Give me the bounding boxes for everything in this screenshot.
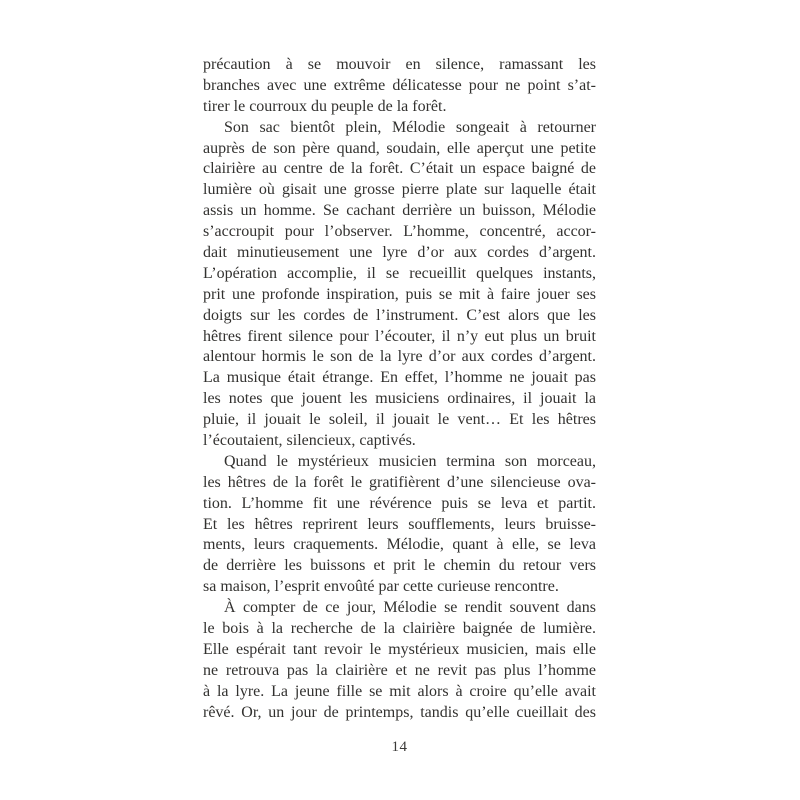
text-line: précaution à se mouvoir en silence, ramassant les	[203, 56, 596, 73]
text-line: le bois à la recherche de la clairière baignée de lumière.	[203, 620, 596, 638]
text-line: à la lyre. La jeune fille se mit alors à croire qu’elle avait	[203, 682, 596, 700]
text-line: Son sac bientôt plein, Mélodie songeait à retourner	[224, 118, 596, 136]
page-number: 14	[391, 739, 408, 755]
text-line: tion. L’homme fit une révérence puis se leva et partit.	[203, 494, 596, 512]
text-line: À compter de ce jour, Mélodie se rendit souvent dans	[224, 599, 596, 617]
text-line: sa maison, l’esprit envoûté par cette curieuse rencontre.	[203, 578, 559, 596]
text-line: clairière au centre de la forêt. C’était un espace baigné de	[203, 160, 596, 178]
text-line: assis un homme. Se cachant derrière un buisson, Mélodie	[203, 202, 596, 220]
text-line: auprès de son père quand, soudain, elle aperçut une petite	[203, 139, 596, 157]
text-line: s’accroupit pour l’observer. L’homme, concentré, accor-	[203, 223, 596, 241]
text-line: Et les hêtres reprirent leurs soufflements, leurs bruisse-	[203, 515, 596, 533]
text-line: les notes que jouent les musiciens ordinaires, il jouait la	[203, 390, 596, 408]
text-line: Elle espérait tant revoir le mystérieux musicien, mais elle	[203, 640, 596, 658]
text-line: ne retrouva pas la clairière et ne revit pas plus l’homme	[203, 661, 596, 679]
text-line: lumière où gisait une grosse pierre plate sur laquelle était	[203, 181, 596, 199]
text-line: Quand le mystérieux musicien termina son morceau,	[224, 452, 596, 470]
text-line: L’opération accomplie, il se recueillit quelques instants,	[203, 264, 596, 282]
text-line: ments, leurs craquements. Mélodie, quant à elle, se leva	[203, 536, 596, 554]
text-line: de derrière les buissons et prit le chemin du retour vers	[203, 557, 596, 575]
text-line: les hêtres de la forêt le gratifièrent d’une silencieuse ova-	[203, 473, 596, 491]
text-line: tirer le courroux du peuple de la forêt.	[203, 97, 447, 115]
text-line: alentour hormis le son de la lyre d’or aux cordes d’argent.	[203, 348, 596, 366]
body-text	[203, 55, 596, 724]
text-line: La musique était étrange. En effet, l’homme ne jouait pas	[203, 369, 596, 387]
text-line: doigts sur les cordes de l’instrument. C’est alors que les	[203, 306, 596, 324]
text-line: rêvé. Or, un jour de printemps, tandis qu’elle cueillait des	[203, 703, 596, 721]
text-line: pluie, il jouait le soleil, il jouait le vent… Et les hêtres	[203, 411, 596, 429]
text-line: dait minutieusement une lyre d’or aux cordes d’argent.	[203, 244, 596, 262]
text-line: prit une profonde inspiration, puis se mit à faire jouer ses	[203, 285, 596, 303]
text-line: hêtres firent silence pour l’écouter, il n’y eut plus un bruit	[203, 327, 596, 345]
text-line: branches avec une extrême délicatesse pour ne point s’at-	[203, 76, 596, 94]
text-line: l’écoutaient, silencieux, captivés.	[203, 432, 416, 450]
